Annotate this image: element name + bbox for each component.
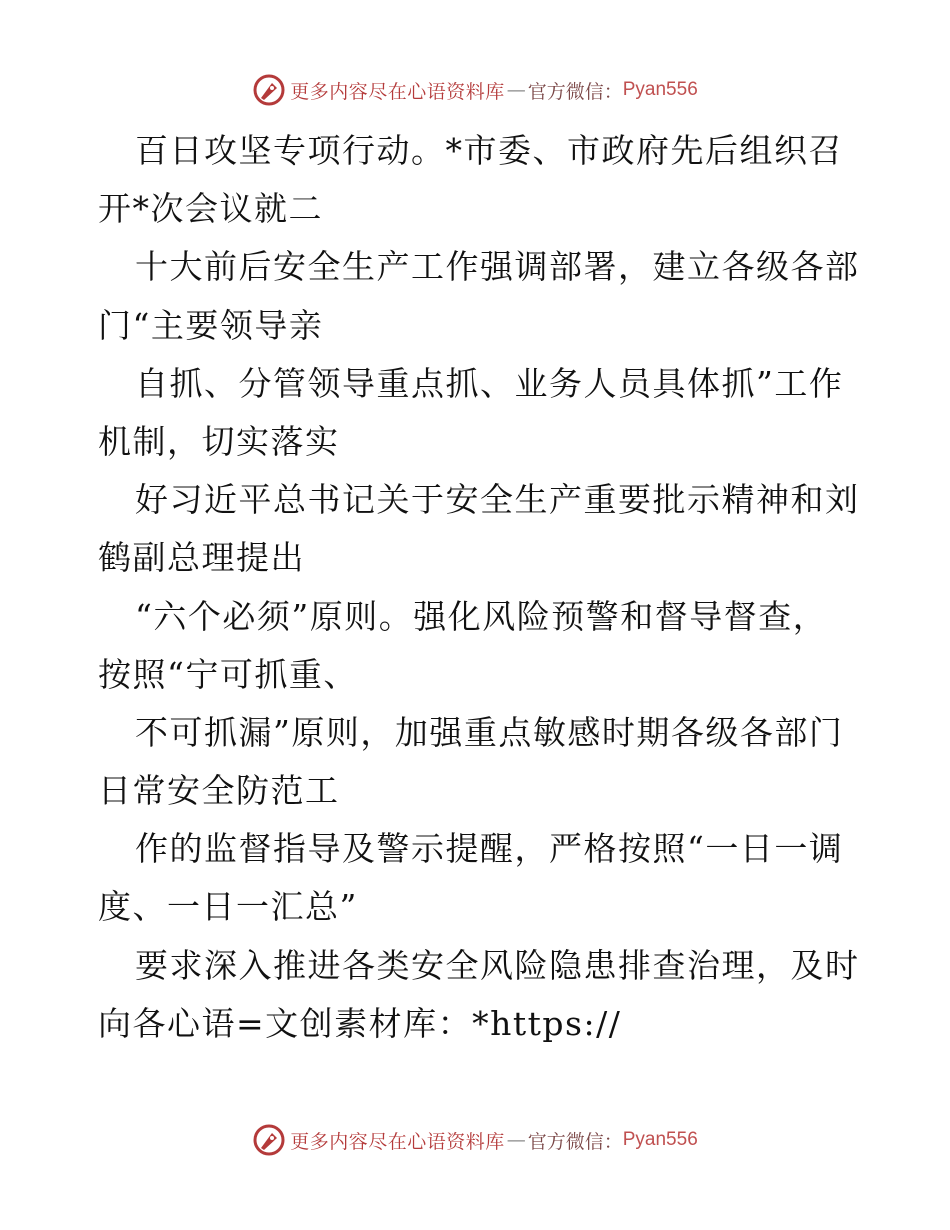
banner-wechat-id: Pyan556 [622, 1129, 698, 1150]
body-line: 机制，切实落实 [98, 421, 340, 461]
banner-text: 更多内容尽在心语资料库 [290, 80, 505, 103]
body-line: 日常安全防范工 [98, 771, 340, 811]
banner-wechat-label: 官方微信： [527, 80, 623, 103]
header-banner [0, 70, 950, 110]
banner-text: 更多内容尽在心语资料库 [290, 1130, 505, 1153]
document-body [98, 122, 858, 1053]
body-line: “六个必须”原则。强化风险预警和督导督查， [135, 596, 828, 636]
body-line: 好习近平总书记关于安全生产重要批示精神和刘 [135, 480, 860, 520]
banner-wechat-id: Pyan556 [622, 79, 698, 100]
body-line: 鹤副总理提出 [98, 538, 305, 578]
body-line: 百日攻坚专项行动。*市委、市政府先后组织召 [135, 131, 843, 170]
body-line: 十大前后安全生产工作强调部署，建立各级各部 [135, 247, 860, 287]
banner-wechat-label: 官方微信： [527, 1130, 623, 1153]
body-line: 门“主要领导亲 [98, 305, 324, 345]
banner-separator: — [506, 1129, 526, 1151]
pen-nib-logo-icon [252, 73, 286, 107]
body-line: 自抓、分管领导重点抓、业务人员具体抓”工作 [135, 363, 844, 403]
body-line: 度、一日一汇总” [98, 887, 358, 927]
body-line: 作的监督指导及警示提醒，严格按照“一日一调 [135, 829, 844, 869]
body-line: 要求深入推进各类安全风险隐患排查治理，及时 [135, 945, 860, 985]
body-line: 开*次会议就二 [98, 189, 323, 229]
banner-separator: — [506, 79, 526, 101]
body-line: 按照“宁可抓重、 [98, 654, 358, 694]
pen-nib-logo-icon [252, 1123, 286, 1157]
body-line: 向各心语=文创素材库：*https:// [98, 1003, 622, 1043]
footer-banner [0, 1120, 950, 1160]
body-line: 不可抓漏”原则，加强重点敏感时期各级各部门 [135, 712, 844, 752]
